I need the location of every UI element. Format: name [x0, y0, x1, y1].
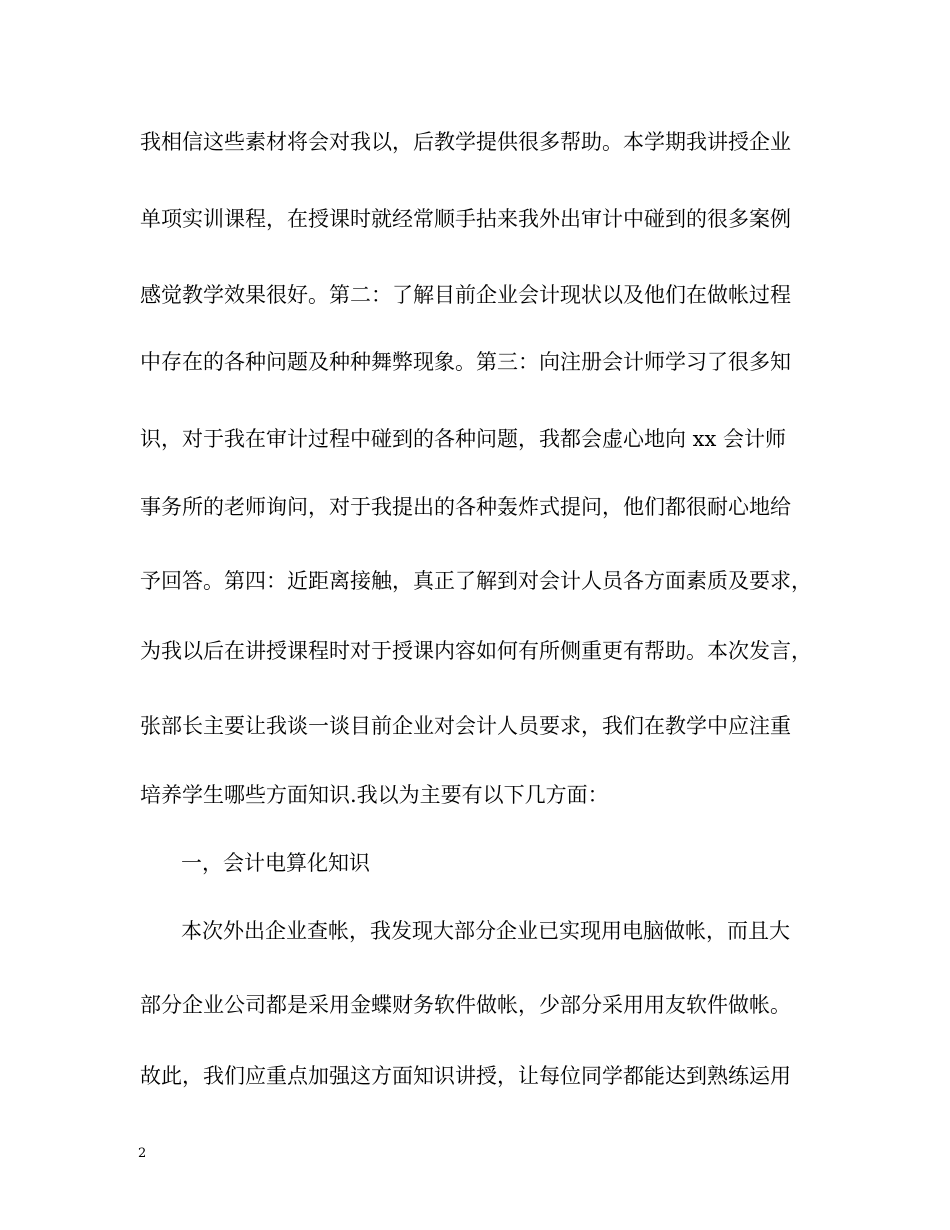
page-number: 2 [138, 1146, 147, 1161]
body-text-line: 予回答。第四：近距离接触，真正了解到对会计人员各方面素质及要求， [140, 569, 812, 593]
body-text-line: 为我以后在讲授课程时对于授课内容如何有所侧重更有帮助。本次发言， [140, 639, 812, 663]
body-text-line: 我相信这些素材将会对我以，后教学提供很多帮助。本学期我讲授企业 [140, 130, 791, 154]
body-text-line: 本次外出企业查帐，我发现大部分企业已实现用电脑做帐，而且大 [181, 919, 790, 943]
body-text-line: 事务所的老师询问，对于我提出的各种轰炸式提问，他们都很耐心地给 [140, 495, 791, 519]
body-text-line: 部分企业公司都是采用金蝶财务软件做帐，少部分采用用友软件做帐。 [140, 993, 791, 1017]
body-text-line: 培养学生哪些方面知识.我以为主要有以下几方面： [140, 783, 609, 807]
body-text-line: 单项实训课程，在授课时就经常顺手拈来我外出审计中碰到的很多案例 [140, 207, 791, 231]
body-text-line: 张部长主要让我谈一谈目前企业对会计人员要求，我们在教学中应注重 [140, 714, 791, 738]
body-text-line: 感觉教学效果很好。第二：了解目前企业会计现状以及他们在做帐过程 [140, 283, 791, 307]
body-text-line: 故此，我们应重点加强这方面知识讲授，让每位同学都能达到熟练运用 [140, 1064, 791, 1088]
section-heading: 一，会计电算化知识 [181, 851, 370, 875]
body-text-line: 识，对于我在审计过程中碰到的各种问题，我都会虚心地向 xx 会计师 [140, 427, 787, 451]
body-text-line: 中存在的各种问题及种种舞弊现象。第三：向注册会计师学习了很多知 [140, 350, 791, 374]
